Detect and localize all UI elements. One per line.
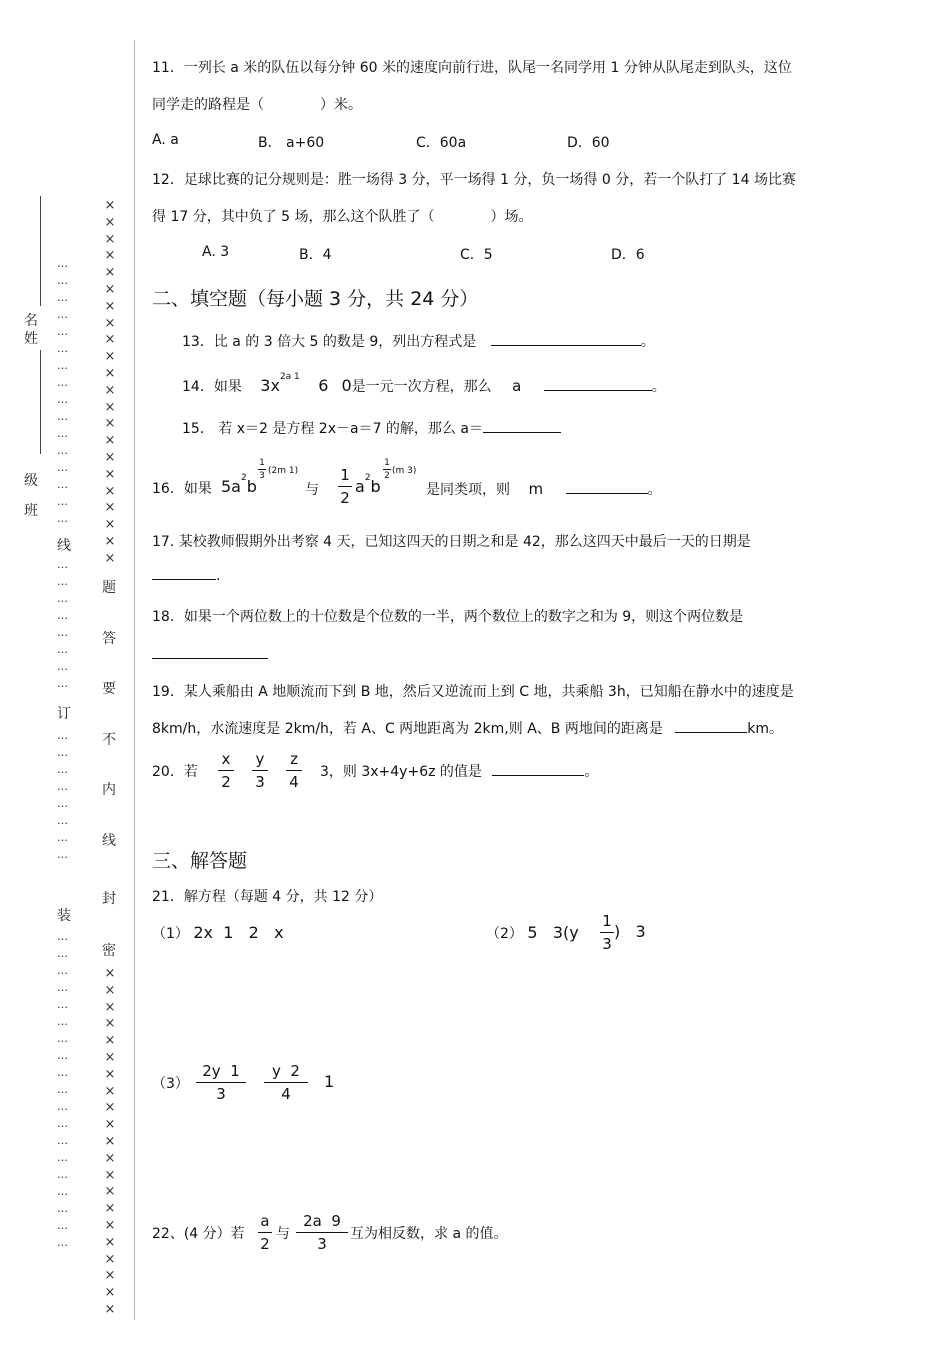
q16-term2-exp-rest: (m 3) bbox=[392, 466, 417, 476]
margin-x-bottom: × × × × × × × × × × × × × × × × × × × × × bbox=[104, 966, 116, 1317]
q13-end: 。 bbox=[640, 334, 655, 350]
q16-term2-b: b bbox=[370, 477, 381, 496]
margin-dots-mid2: … … … … … … … … bbox=[57, 729, 69, 861]
q16-term1-exp-rest: (2m 1) bbox=[268, 466, 299, 476]
q16-term2-a-exp: 2 bbox=[364, 472, 371, 483]
q22-f2-bar bbox=[296, 1232, 348, 1233]
q15-answer-blank[interactable] bbox=[483, 432, 561, 433]
q14-var: a bbox=[512, 377, 522, 395]
q19-answer-blank[interactable] bbox=[675, 732, 747, 733]
q19-line2-text: 8km/h，水流速度是 2km/h，若 A、C 两地距离为 2km,则 A、B 两地间的距离是 bbox=[152, 721, 663, 737]
q12-line1: 12．足球比赛的记分规则是：胜一场得 3 分，平一场得 1 分，负一场得 0 分，若一个队打了 14 场比赛 bbox=[152, 172, 796, 188]
q12-option-b: B．4 bbox=[299, 247, 332, 263]
q13-text: 13．比 a 的 3 倍大 5 的数是 9，列出方程式是 bbox=[182, 334, 477, 350]
q16-term1-a: 5a bbox=[221, 477, 241, 496]
q12-option-d: D．6 bbox=[611, 247, 645, 263]
q22-text: 互为相反数，求 a 的值。 bbox=[350, 1226, 508, 1242]
margin-dots-bottom: … … … … … … … … … … … … … … … … … … … bbox=[57, 930, 69, 1249]
q21-p1-label: （1） bbox=[152, 926, 189, 942]
q20-frac-x bbox=[218, 749, 234, 792]
q20-end: 。 bbox=[584, 764, 599, 780]
margin-char-xian: 线 bbox=[57, 538, 71, 554]
margin-char-nei: 内 bbox=[102, 782, 116, 798]
q21-p3-rest: 1 bbox=[324, 1072, 335, 1091]
q20-frac-z-bar bbox=[286, 770, 302, 771]
q21-p2-expr-b: ) 3 bbox=[614, 922, 646, 941]
q14-end: 。 bbox=[651, 379, 666, 395]
q21-p3-f2-den: 4 bbox=[281, 1085, 291, 1103]
q20-frac-x-bar bbox=[218, 770, 234, 771]
q16-term1 bbox=[221, 472, 257, 496]
margin-char-yao: 要 bbox=[102, 681, 116, 697]
q16-end: 。 bbox=[647, 482, 662, 498]
margin-dots-top: … … … … … … … … … … … … … … … … bbox=[57, 257, 69, 525]
q14 bbox=[182, 372, 666, 396]
q21-p2-frac-bar bbox=[600, 932, 614, 933]
q22-mid: 与 bbox=[276, 1226, 290, 1242]
margin-vertical-rule bbox=[134, 40, 135, 1320]
q14-answer-blank[interactable] bbox=[544, 390, 652, 391]
q17-line1: 17. 某校教师假期外出考察 4 天，已知这四天的日期之和是 42，那么这四天中最后一天的日期是 bbox=[152, 534, 751, 550]
q20-answer-blank[interactable] bbox=[492, 775, 584, 776]
q21-title: 21．解方程（每题 4 分，共 12 分） bbox=[152, 889, 383, 905]
q16-var: m bbox=[528, 480, 544, 498]
q20-frac-z-den: 4 bbox=[289, 773, 299, 791]
q21-p1-expr: 2x 1 2 x bbox=[193, 923, 284, 942]
q21-p2-label: （2） bbox=[486, 926, 523, 942]
q11-option-a: A. a bbox=[152, 132, 179, 148]
q21-p2-expr-a: 5 3(y bbox=[527, 923, 579, 942]
q20-lead: 20．若 bbox=[152, 764, 198, 780]
q16-term2-exp-frac bbox=[383, 458, 391, 481]
q22-f1-num: a bbox=[260, 1212, 270, 1230]
q16-term1-exp-bar bbox=[258, 469, 266, 470]
margin-x-top: × × × × × × × × × × × × × × × × × × × × × × bbox=[104, 198, 116, 566]
q16-term1-b: b bbox=[246, 477, 257, 496]
q16-term1-a-exp: 2 bbox=[240, 472, 247, 483]
q15-text: 15． 若 x＝2 是方程 2x－a＝7 的解，那么 a＝ bbox=[182, 421, 483, 437]
q20-frac-z bbox=[286, 749, 302, 792]
q12-option-a: A. 3 bbox=[202, 244, 230, 260]
q16-coef-frac bbox=[338, 465, 352, 508]
q14-text2: 是一元一次方程，那么 bbox=[351, 379, 492, 395]
q11-option-c: C．60a bbox=[416, 135, 467, 151]
q21-p3-frac1 bbox=[196, 1061, 246, 1104]
q16-term2-exp-den: 2 bbox=[384, 471, 390, 481]
q20-tail bbox=[320, 761, 598, 781]
section2-heading: 二、填空题（每小题 3 分，共 24 分） bbox=[152, 288, 479, 310]
q21-p3-f2-bar bbox=[264, 1082, 308, 1083]
q16-coef-num: 1 bbox=[340, 466, 350, 484]
q16-term1-exp-frac bbox=[258, 458, 266, 481]
q20-frac-y-den: 3 bbox=[255, 773, 265, 791]
margin-char-mi: 密 bbox=[102, 943, 116, 959]
q21-p3-f1-den: 3 bbox=[216, 1085, 226, 1103]
q14-exponent: 2a 1 bbox=[279, 372, 300, 383]
q21-p3-f2-num: y 2 bbox=[272, 1062, 300, 1080]
q16-lead: 16．如果 bbox=[152, 481, 212, 497]
q21-part1 bbox=[152, 923, 284, 943]
q22-frac1 bbox=[258, 1211, 272, 1254]
q14-lead: 14．如果 bbox=[182, 379, 242, 395]
q16-term1-exp-num: 1 bbox=[259, 458, 265, 468]
q11-option-b: B． a+60 bbox=[258, 135, 325, 151]
q11-line1: 11．一列长 a 米的队伍以每分钟 60 米的速度向前行进，队尾一名同学用 1 分钟从队尾走到队头，这位 bbox=[152, 60, 792, 76]
q14-rest: 6 0 bbox=[318, 376, 352, 395]
q16-text2: 是同类项，则 bbox=[426, 482, 510, 498]
q22-f1-den: 2 bbox=[260, 1235, 270, 1253]
q20-rest: 3，则 3x+4y+6z 的值是 bbox=[320, 764, 482, 780]
q18-line2 bbox=[152, 644, 268, 663]
q16-term2-exp-num: 1 bbox=[384, 458, 390, 468]
q18-answer-blank[interactable] bbox=[152, 644, 268, 659]
q21-p3-label: （3） bbox=[152, 1076, 189, 1092]
margin-char-bu: 不 bbox=[102, 732, 116, 748]
q20-frac-x-den: 2 bbox=[221, 773, 231, 791]
q12-line2: 得 17 分，其中负了 5 场，那么这个队胜了（ ）场。 bbox=[152, 209, 533, 225]
q18-line1: 18．如果一个两位数上的十位数是个位数的一半，两个数位上的数字之和为 9，则这个两位数是 bbox=[152, 609, 744, 625]
class-label: 级 班 bbox=[24, 473, 38, 519]
q16-term2 bbox=[355, 472, 381, 496]
q16-term2-a: a bbox=[355, 477, 365, 496]
q16-answer-blank[interactable] bbox=[566, 493, 648, 494]
margin-char-feng: 封 bbox=[102, 891, 116, 907]
margin-char-ti: 题 bbox=[102, 580, 116, 596]
name-line-lower bbox=[40, 350, 41, 454]
section3-heading: 三、解答题 bbox=[152, 850, 248, 872]
q16-coef-den: 2 bbox=[340, 489, 350, 507]
q13 bbox=[182, 331, 655, 351]
q20-frac-y bbox=[252, 749, 268, 792]
margin-dots-mid1: … … … … … … … … bbox=[57, 558, 69, 690]
margin-char-ding: 订 bbox=[57, 706, 71, 722]
q20-frac-x-num: x bbox=[221, 750, 231, 768]
margin-char-xian2: 线 bbox=[102, 833, 116, 849]
q21-p3-f1-bar bbox=[196, 1082, 246, 1083]
q16-coef-bar bbox=[338, 486, 352, 487]
q11-option-d: D．60 bbox=[567, 135, 610, 151]
q20-frac-y-num: y bbox=[255, 750, 265, 768]
name-line bbox=[40, 196, 41, 306]
q20-frac-y-bar bbox=[252, 770, 268, 771]
q19-line2 bbox=[152, 718, 783, 738]
q22-f2-num: 2a 9 bbox=[303, 1212, 341, 1230]
q19-line1: 19．某人乘船由 A 地顺流而下到 B 地，然后又逆流而上到 C 地，共乘船 3h，已知船在静水中的速度是 bbox=[152, 684, 794, 700]
q22-frac2 bbox=[296, 1211, 348, 1254]
q15 bbox=[182, 418, 561, 438]
margin-char-da: 答 bbox=[102, 631, 116, 647]
q16-term2-exp-bar bbox=[383, 469, 391, 470]
q20-frac-z-num: z bbox=[290, 750, 298, 768]
q21-p2-frac-den: 3 bbox=[602, 935, 612, 953]
q17-end: . bbox=[216, 568, 221, 584]
q13-answer-blank[interactable] bbox=[491, 345, 641, 346]
q11-line2: 同学走的路程是（ ）米。 bbox=[152, 97, 362, 113]
q17-line2 bbox=[152, 568, 220, 584]
q17-answer-blank[interactable] bbox=[152, 579, 216, 580]
q14-base: 3x bbox=[260, 376, 280, 395]
q21-p2-frac-num: 1 bbox=[602, 912, 612, 930]
q19-unit: km。 bbox=[747, 721, 784, 737]
q16-term1-exp-den: 3 bbox=[259, 471, 265, 481]
q22-f2-den: 3 bbox=[317, 1235, 327, 1253]
name-label: 名 姓 bbox=[24, 313, 38, 347]
q22-lead: 22、(4 分）若 bbox=[152, 1226, 245, 1242]
q21-p3-f1-num: 2y 1 bbox=[202, 1062, 240, 1080]
q16-mid: 与 bbox=[305, 482, 319, 498]
q22-f1-bar bbox=[258, 1232, 272, 1233]
margin-char-zhuang: 装 bbox=[57, 908, 71, 924]
q16-tail bbox=[426, 479, 662, 499]
q12-option-c: C．5 bbox=[460, 247, 493, 263]
q21-p2-lead bbox=[486, 923, 579, 943]
q21-p2-frac bbox=[600, 911, 614, 954]
q21-p3-frac2 bbox=[264, 1061, 308, 1104]
